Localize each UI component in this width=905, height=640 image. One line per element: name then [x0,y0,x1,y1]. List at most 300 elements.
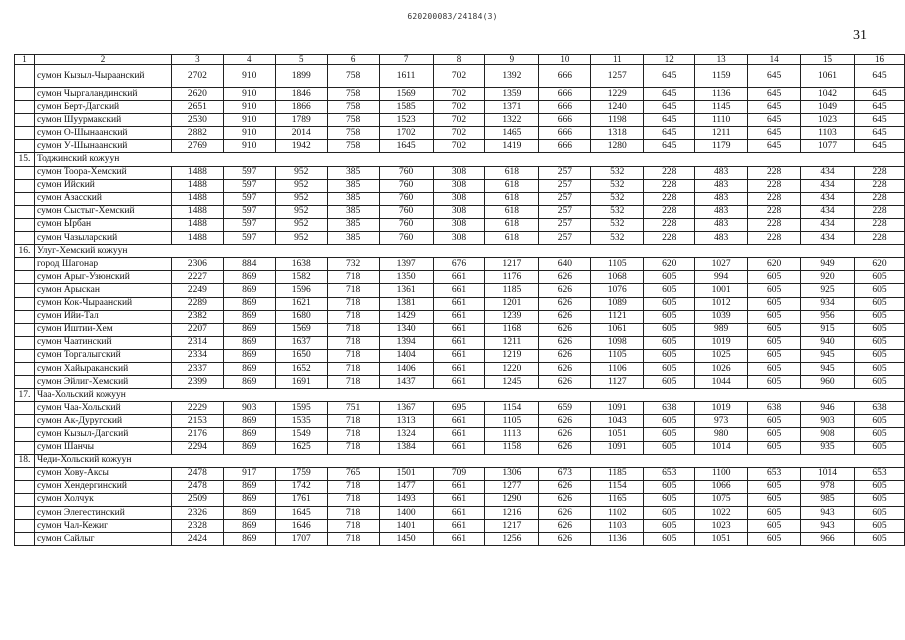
value-cell: 1367 [379,402,433,415]
row-index-cell [15,402,35,415]
value-cell: 228 [748,166,801,179]
table-row [15,271,905,284]
settlement-name: сумон Сыстыг-Хемский [34,205,171,218]
value-cell: 1477 [379,480,433,493]
value-cell: 605 [854,297,904,310]
value-cell: 1121 [591,310,644,323]
row-index-cell [15,520,35,533]
settlement-name: сумон Чал-Кежиг [34,520,171,533]
value-cell: 228 [854,218,904,231]
table-row [15,493,905,506]
row-index-cell [15,415,35,428]
value-cell: 605 [748,336,801,349]
table-row [15,166,905,179]
value-cell: 661 [433,297,485,310]
value-cell: 666 [539,127,591,140]
value-cell: 605 [748,376,801,389]
value-cell: 1127 [591,376,644,389]
value-cell: 1582 [275,271,327,284]
value-cell: 653 [644,467,695,480]
value-cell: 228 [854,192,904,205]
value-cell: 718 [327,441,379,454]
column-number-cell: 16 [854,55,904,65]
row-index-cell [15,533,35,546]
value-cell: 645 [644,140,695,153]
value-cell: 732 [327,258,379,271]
value-cell: 645 [644,127,695,140]
value-cell: 1488 [171,166,223,179]
row-index-cell [15,179,35,192]
value-cell: 228 [748,179,801,192]
value-cell: 605 [644,441,695,454]
value-cell: 483 [695,205,748,218]
value-cell: 661 [433,323,485,336]
value-cell: 910 [223,140,275,153]
document-id: 620200083/24184(3) [407,12,498,21]
value-cell: 653 [748,467,801,480]
value-cell: 626 [539,520,591,533]
value-cell: 673 [539,467,591,480]
value-cell: 2328 [171,520,223,533]
value-cell: 2326 [171,507,223,520]
value-cell: 869 [223,415,275,428]
value-cell: 718 [327,271,379,284]
value-cell: 1044 [695,376,748,389]
section-name: Чеди-Хольский кожуун [34,454,904,467]
value-cell: 1091 [591,402,644,415]
value-cell: 434 [801,192,855,205]
value-cell: 910 [223,114,275,127]
value-cell: 661 [433,493,485,506]
value-cell: 1039 [695,310,748,323]
value-cell: 1488 [171,218,223,231]
value-cell: 718 [327,310,379,323]
value-cell: 626 [539,507,591,520]
value-cell: 917 [223,467,275,480]
column-number-cell: 2 [34,55,171,65]
value-cell: 605 [748,297,801,310]
value-cell: 952 [275,218,327,231]
value-cell: 1523 [379,114,433,127]
settlement-name: сумон Холчук [34,493,171,506]
value-cell: 483 [695,192,748,205]
value-cell: 760 [379,218,433,231]
value-cell: 605 [644,323,695,336]
value-cell: 605 [644,362,695,375]
value-cell: 1103 [801,127,855,140]
value-cell: 952 [275,179,327,192]
table-row [15,218,905,231]
value-cell: 228 [748,232,801,245]
row-index-cell [15,218,35,231]
value-cell: 605 [644,349,695,362]
value-cell: 1023 [801,114,855,127]
row-index-cell [15,310,35,323]
value-cell: 666 [539,65,591,88]
value-cell: 620 [644,258,695,271]
value-cell: 718 [327,480,379,493]
value-cell: 1077 [801,140,855,153]
value-cell: 597 [223,218,275,231]
value-cell: 605 [644,297,695,310]
value-cell: 952 [275,166,327,179]
value-cell: 1113 [485,428,539,441]
value-cell: 956 [801,310,855,323]
value-cell: 2769 [171,140,223,153]
row-index-cell [15,480,35,493]
value-cell: 1394 [379,336,433,349]
value-cell: 869 [223,520,275,533]
value-cell: 869 [223,284,275,297]
value-cell: 1220 [485,362,539,375]
value-cell: 1110 [695,114,748,127]
value-cell: 645 [854,140,904,153]
value-cell: 626 [539,376,591,389]
value-cell: 1025 [695,349,748,362]
value-cell: 989 [695,323,748,336]
value-cell: 645 [644,65,695,88]
value-cell: 661 [433,349,485,362]
value-cell: 908 [801,428,855,441]
value-cell: 1350 [379,271,433,284]
value-cell: 1012 [695,297,748,310]
value-cell: 618 [485,166,539,179]
value-cell: 1359 [485,88,539,101]
value-cell: 943 [801,520,855,533]
value-cell: 618 [485,232,539,245]
column-number-cell: 15 [801,55,855,65]
value-cell: 1014 [695,441,748,454]
value-cell: 1185 [485,284,539,297]
value-cell: 605 [854,441,904,454]
value-cell: 605 [854,415,904,428]
value-cell: 1625 [275,441,327,454]
value-cell: 903 [223,402,275,415]
value-cell: 434 [801,205,855,218]
section-number: 17. [15,389,35,402]
value-cell: 532 [591,179,644,192]
value-cell: 228 [644,192,695,205]
value-cell: 1549 [275,428,327,441]
value-cell: 884 [223,258,275,271]
table-row [15,140,905,153]
table-row [15,533,905,546]
value-cell: 2294 [171,441,223,454]
value-cell: 661 [433,362,485,375]
row-index-cell [15,271,35,284]
value-cell: 605 [644,480,695,493]
row-index-cell [15,140,35,153]
value-cell: 618 [485,192,539,205]
column-number-cell: 5 [275,55,327,65]
value-cell: 605 [748,480,801,493]
value-cell: 1419 [485,140,539,153]
row-index-cell [15,284,35,297]
value-cell: 1488 [171,179,223,192]
value-cell: 934 [801,297,855,310]
value-cell: 1198 [591,114,644,127]
value-cell: 1027 [695,258,748,271]
value-cell: 257 [539,205,591,218]
value-cell: 2227 [171,271,223,284]
value-cell: 1019 [695,336,748,349]
settlement-name: сумон Ийский [34,179,171,192]
value-cell: 758 [327,114,379,127]
value-cell: 702 [433,140,485,153]
value-cell: 653 [854,467,904,480]
value-cell: 1450 [379,533,433,546]
value-cell: 661 [433,507,485,520]
value-cell: 718 [327,336,379,349]
value-cell: 228 [854,179,904,192]
table-row [15,284,905,297]
value-cell: 1488 [171,232,223,245]
value-cell: 869 [223,323,275,336]
value-cell: 2249 [171,284,223,297]
value-cell: 2530 [171,114,223,127]
value-cell: 645 [748,101,801,114]
value-cell: 605 [854,376,904,389]
table-row [15,297,905,310]
value-cell: 2478 [171,467,223,480]
settlement-name: сумон Ак-Дуругский [34,415,171,428]
value-cell: 1595 [275,402,327,415]
settlement-name: сумон Кок-Чыраанский [34,297,171,310]
value-cell: 1043 [591,415,644,428]
value-cell: 1061 [591,323,644,336]
value-cell: 760 [379,192,433,205]
value-cell: 1866 [275,101,327,114]
value-cell: 869 [223,297,275,310]
value-cell: 760 [379,232,433,245]
value-cell: 973 [695,415,748,428]
value-cell: 946 [801,402,855,415]
settlement-name: сумон Арыскан [34,284,171,297]
value-cell: 640 [539,258,591,271]
value-cell: 765 [327,467,379,480]
value-cell: 760 [379,179,433,192]
value-cell: 1846 [275,88,327,101]
value-cell: 1621 [275,297,327,310]
value-cell: 532 [591,218,644,231]
settlement-name: сумон Элегестинский [34,507,171,520]
value-cell: 597 [223,205,275,218]
value-cell: 2651 [171,101,223,114]
value-cell: 718 [327,507,379,520]
value-cell: 945 [801,349,855,362]
value-cell: 645 [748,140,801,153]
value-cell: 1217 [485,258,539,271]
value-cell: 645 [854,101,904,114]
table-row [15,127,905,140]
settlement-name: сумон У-Шынаанский [34,140,171,153]
value-cell: 2478 [171,480,223,493]
value-cell: 1100 [695,467,748,480]
value-cell: 1026 [695,362,748,375]
value-cell: 1061 [801,65,855,88]
value-cell: 626 [539,349,591,362]
value-cell: 434 [801,218,855,231]
row-index-cell [15,88,35,101]
value-cell: 751 [327,402,379,415]
row-index-cell [15,205,35,218]
value-cell: 228 [748,218,801,231]
value-cell: 661 [433,310,485,323]
value-cell: 385 [327,179,379,192]
row-index-cell [15,493,35,506]
value-cell: 385 [327,205,379,218]
value-cell: 1145 [695,101,748,114]
value-cell: 605 [644,310,695,323]
value-cell: 228 [644,205,695,218]
settlement-name: сумон Арыг-Узюнский [34,271,171,284]
value-cell: 718 [327,493,379,506]
value-cell: 308 [433,192,485,205]
table-row [15,65,905,88]
column-number-cell: 10 [539,55,591,65]
value-cell: 308 [433,179,485,192]
value-cell: 597 [223,232,275,245]
settlement-name: сумон Хайыраканский [34,362,171,375]
section-name: Чаа-Хольский кожуун [34,389,904,402]
value-cell: 645 [644,101,695,114]
value-cell: 532 [591,232,644,245]
value-cell: 1217 [485,520,539,533]
value-cell: 758 [327,65,379,88]
section-row [15,153,905,166]
value-cell: 228 [854,205,904,218]
value-cell: 1102 [591,507,644,520]
row-index-cell [15,232,35,245]
value-cell: 605 [644,271,695,284]
value-cell: 638 [644,402,695,415]
value-cell: 2176 [171,428,223,441]
value-cell: 1361 [379,284,433,297]
value-cell: 666 [539,101,591,114]
value-cell: 532 [591,205,644,218]
value-cell: 960 [801,376,855,389]
row-index-cell [15,192,35,205]
table-row [15,362,905,375]
settlement-name: сумон Ийи-Тал [34,310,171,323]
value-cell: 952 [275,205,327,218]
value-cell: 1245 [485,376,539,389]
value-cell: 661 [433,415,485,428]
value-cell: 385 [327,232,379,245]
value-cell: 626 [539,362,591,375]
value-cell: 605 [748,284,801,297]
value-cell: 666 [539,114,591,127]
row-index-cell [15,336,35,349]
value-cell: 1322 [485,114,539,127]
value-cell: 645 [854,127,904,140]
row-index-cell [15,376,35,389]
table-row [15,101,905,114]
value-cell: 626 [539,284,591,297]
value-cell: 228 [644,218,695,231]
section-row [15,454,905,467]
value-cell: 702 [433,127,485,140]
value-cell: 1789 [275,114,327,127]
value-cell: 676 [433,258,485,271]
value-cell: 910 [223,65,275,88]
value-cell: 645 [854,65,904,88]
value-cell: 1136 [591,533,644,546]
value-cell: 1051 [695,533,748,546]
value-cell: 925 [801,284,855,297]
value-cell: 1256 [485,533,539,546]
value-cell: 1465 [485,127,539,140]
value-cell: 1488 [171,192,223,205]
value-cell: 626 [539,323,591,336]
value-cell: 718 [327,376,379,389]
section-number: 18. [15,454,35,467]
value-cell: 1159 [695,65,748,88]
row-index-cell [15,297,35,310]
value-cell: 1742 [275,480,327,493]
settlement-name: сумон Чаатинский [34,336,171,349]
value-cell: 980 [695,428,748,441]
value-cell: 645 [644,114,695,127]
value-cell: 869 [223,271,275,284]
value-cell: 597 [223,166,275,179]
value-cell: 869 [223,310,275,323]
value-cell: 1680 [275,310,327,323]
value-cell: 718 [327,428,379,441]
value-cell: 1400 [379,507,433,520]
value-cell: 910 [223,101,275,114]
table-row [15,88,905,101]
settlement-name: сумон Чыргаландинский [34,88,171,101]
value-cell: 605 [854,493,904,506]
column-number-cell: 6 [327,55,379,65]
value-cell: 1019 [695,402,748,415]
value-cell: 626 [539,297,591,310]
value-cell: 626 [539,480,591,493]
value-cell: 760 [379,205,433,218]
settlement-name: сумон Торгалыгский [34,349,171,362]
value-cell: 605 [748,520,801,533]
table-row [15,114,905,127]
table-row [15,467,905,480]
settlement-name: сумон Азасский [34,192,171,205]
value-cell: 1707 [275,533,327,546]
value-cell: 483 [695,166,748,179]
value-cell: 483 [695,218,748,231]
column-number-cell: 8 [433,55,485,65]
value-cell: 869 [223,336,275,349]
value-cell: 605 [644,284,695,297]
value-cell: 661 [433,428,485,441]
value-cell: 702 [433,65,485,88]
value-cell: 718 [327,284,379,297]
value-cell: 1585 [379,101,433,114]
value-cell: 910 [223,127,275,140]
value-cell: 661 [433,376,485,389]
value-cell: 869 [223,507,275,520]
value-cell: 308 [433,232,485,245]
value-cell: 1637 [275,336,327,349]
value-cell: 483 [695,232,748,245]
value-cell: 1761 [275,493,327,506]
value-cell: 1392 [485,65,539,88]
value-cell: 626 [539,336,591,349]
value-cell: 605 [854,349,904,362]
table-row [15,336,905,349]
value-cell: 618 [485,218,539,231]
value-cell: 605 [748,533,801,546]
value-cell: 1075 [695,493,748,506]
